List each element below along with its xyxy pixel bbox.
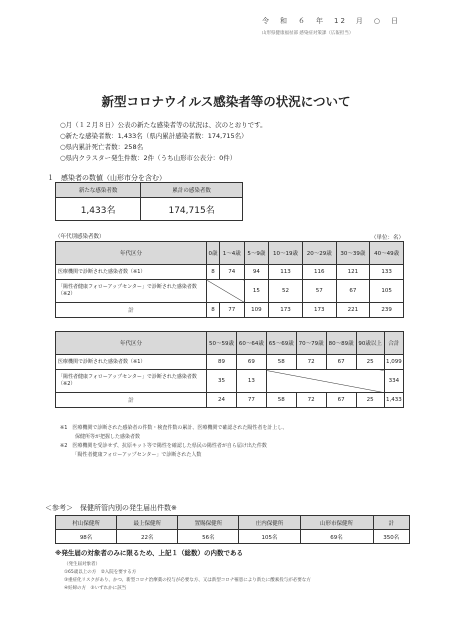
- cell: 72: [296, 393, 326, 408]
- note-line: ※1 医療機関で診断された感染者の件数・検査件数の累計、医療機関で確認された陽性者を計上し、: [60, 425, 288, 431]
- cell: 109: [244, 303, 269, 318]
- summary-table: [55, 182, 243, 221]
- cell: 15: [244, 280, 269, 303]
- row-label: 計: [56, 303, 207, 318]
- page-title: 新型コロナウイルス感染者等の状況について: [101, 94, 351, 109]
- footnotes: [60, 424, 287, 460]
- age-table-2: [55, 331, 404, 408]
- cell: 77: [236, 393, 266, 408]
- cell: 8: [207, 265, 220, 280]
- hc-header: 計: [373, 516, 410, 530]
- note-line: ※2 医療機関を受診せず、抗原キット等で陽性を確認した県民の陽性者が自ら届け出た件数: [60, 443, 267, 449]
- fnote-line: ③重症化リスクがあり、かつ、新型コロナ治療薬の投与が必要な方、又は新型コロナ罹患により新たに酸素投与が必要な方: [64, 578, 311, 583]
- cell: 89: [207, 355, 237, 370]
- cell: 67: [336, 280, 370, 303]
- age-col: 65～69歳: [266, 332, 296, 355]
- footer-note: ※発生届の対象者のみに限るため、上記１（総数）の内数である: [55, 549, 244, 557]
- cell: 24: [207, 393, 237, 408]
- hc-header: 最上保健所: [117, 516, 178, 530]
- reference-heading: ＜参考＞ 保健所管内別の発生届出件数※: [45, 504, 177, 512]
- cell: 35: [207, 370, 237, 393]
- cell: 1,099: [384, 355, 403, 370]
- diagonal-cell: [207, 280, 245, 303]
- hc-value: 56名: [178, 530, 239, 544]
- hc-value: 98名: [56, 530, 117, 544]
- document-date: 令 和 ６ 年 12 月 ○ 日: [262, 17, 401, 25]
- cell: 105: [370, 280, 404, 303]
- issuing-department: 山形県健康福祉部 感染症対策課（広報担当）: [262, 31, 354, 36]
- health-center-table: [55, 515, 410, 544]
- cell: 13: [236, 370, 266, 393]
- fnote-line: ④妊婦の方 ⑤いずれかに該当: [64, 586, 127, 591]
- hc-header: 村山保健所: [56, 516, 117, 530]
- section-heading: １ 感染者の数値（山形市分を含む）: [47, 174, 166, 182]
- cell: 58: [266, 393, 296, 408]
- fnote-line: （発生届対象者）: [64, 562, 100, 567]
- cell: 67: [326, 393, 356, 408]
- unit-label: （単位：名）: [371, 235, 405, 241]
- total-col: 合計: [384, 332, 403, 355]
- cell: 74: [219, 265, 244, 280]
- cell: 57: [302, 280, 336, 303]
- age-col: 50～59歳: [207, 332, 237, 355]
- cell: 173: [269, 303, 303, 318]
- age-col: 30～39歳: [336, 242, 370, 265]
- new-cases-header: 新たな感染者数: [56, 183, 141, 198]
- intro-line: ○月（１２月８日）公表の新たな感染者等の状況は、次のとおりです。: [60, 121, 267, 129]
- cell: 173: [302, 303, 336, 318]
- note-line: 「陽性者健康フォローアップセンター」で診断された人数: [60, 452, 202, 458]
- hc-value: 22名: [117, 530, 178, 544]
- age-table-1: [55, 241, 404, 318]
- cell: 116: [302, 265, 336, 280]
- age-col: 90歳以上: [356, 332, 384, 355]
- cell: 69: [236, 355, 266, 370]
- row-label: 計: [56, 393, 207, 408]
- age-col: 40～49歳: [370, 242, 404, 265]
- age-col: 60～64歳: [236, 332, 266, 355]
- cell: 52: [269, 280, 303, 303]
- hc-value: 350名: [373, 530, 410, 544]
- intro-line: ○県内累計死亡者数：258名: [60, 143, 144, 151]
- cell: 133: [370, 265, 404, 280]
- diagonal-cell: [266, 370, 384, 393]
- total-cases-value: 174,715名: [141, 198, 243, 221]
- age-table-caption: （年代別感染者数）: [55, 234, 105, 240]
- cell: 94: [244, 265, 269, 280]
- cell: 77: [219, 303, 244, 318]
- cell: 25: [356, 393, 384, 408]
- age-col: 10～19歳: [269, 242, 303, 265]
- cell: 221: [336, 303, 370, 318]
- row-label: 「陽性者健康フォローアップセンター」で診断された感染者数（※2）: [56, 370, 207, 393]
- cell: 67: [326, 355, 356, 370]
- cell: 121: [336, 265, 370, 280]
- hc-value: 105名: [239, 530, 300, 544]
- hc-header: 置賜保健所: [178, 516, 239, 530]
- age-col: 70～79歳: [296, 332, 326, 355]
- cell: 72: [296, 355, 326, 370]
- age-col: 0歳: [207, 242, 220, 265]
- age-col: 5～9歳: [244, 242, 269, 265]
- footer-details: [64, 561, 311, 593]
- hc-header: 山形市保健所: [300, 516, 373, 530]
- age-col: 1～4歳: [219, 242, 244, 265]
- note-line: 保健所等が把握した感染者数: [60, 434, 141, 440]
- new-cases-value: 1,433名: [56, 198, 141, 221]
- row-label: 医療機関で診断された感染者数（※1）: [56, 355, 207, 370]
- cell: 113: [269, 265, 303, 280]
- cell: 8: [207, 303, 220, 318]
- intro-line: ○新たな感染者数：1,433名（県内累計感染者数：174,715名）: [60, 132, 248, 140]
- hc-header: 庄内保健所: [239, 516, 300, 530]
- intro-text: [60, 120, 267, 164]
- cell: 25: [356, 355, 384, 370]
- cell: 1,433: [384, 393, 403, 408]
- row-label: 医療機関で診断された感染者数（※1）: [56, 265, 207, 280]
- cell: 58: [266, 355, 296, 370]
- hc-value: 69名: [300, 530, 373, 544]
- age-col: 80～89歳: [326, 332, 356, 355]
- age-corner: 年代区分: [56, 332, 207, 355]
- age-col: 20～29歳: [302, 242, 336, 265]
- age-corner: 年代区分: [56, 242, 207, 265]
- row-label: 「陽性者健康フォローアップセンター」で診断された感染者数（※2）: [56, 280, 207, 303]
- cell: 239: [370, 303, 404, 318]
- total-cases-header: 累計の感染者数: [141, 183, 243, 198]
- cell: 334: [384, 370, 403, 393]
- fnote-line: ①65歳以上の方 ②入院を要する方: [64, 570, 137, 575]
- intro-line: ○県内クラスター発生件数：2件（うち山形市公表分：0件）: [60, 154, 237, 162]
